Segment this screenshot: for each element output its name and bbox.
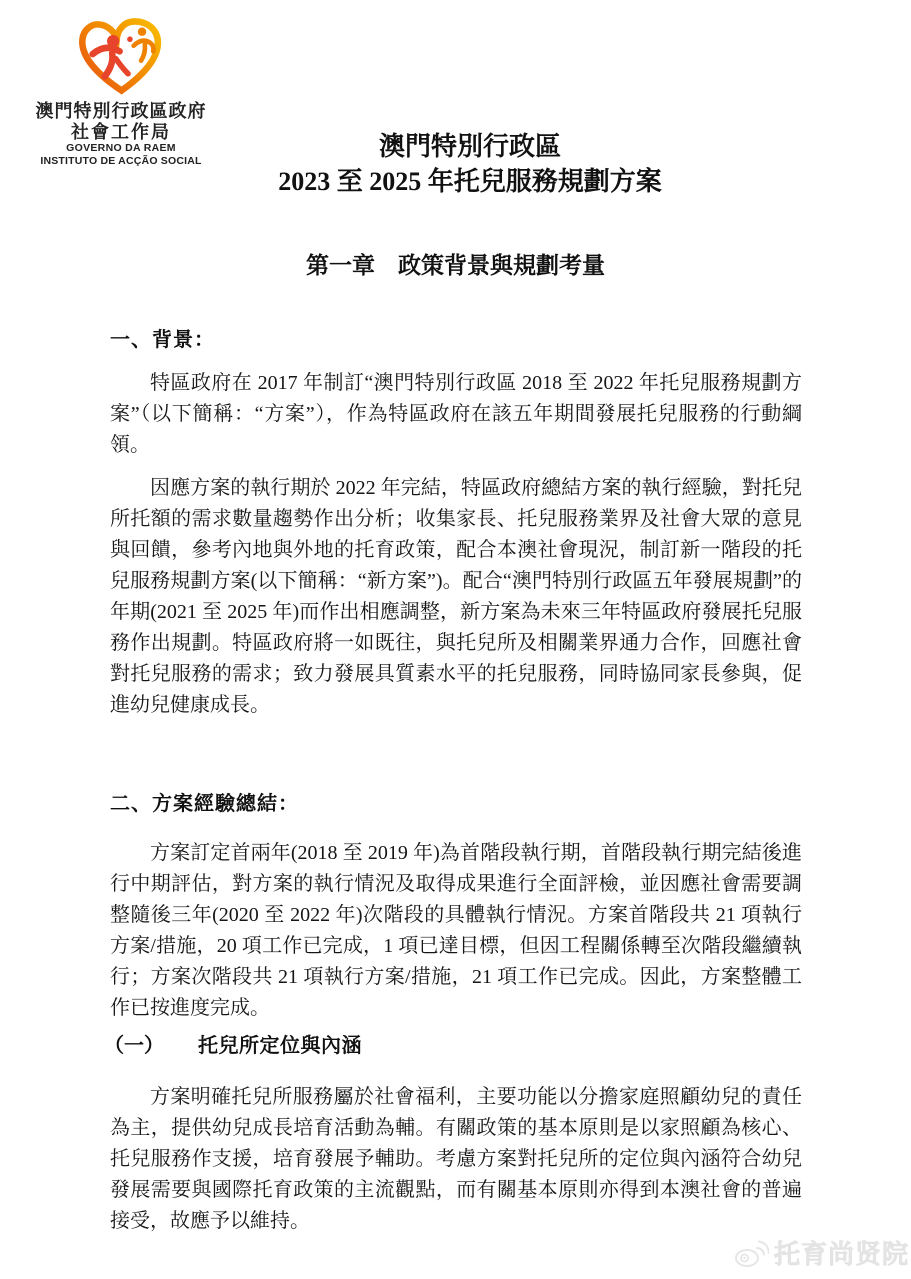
watermark bbox=[733, 1234, 909, 1271]
paragraph-background-2: 因應方案的執行期於 2022 年完結，特區政府總結方案的執行經驗，對托兒所托額的需求數量趨勢作出分析；收集家長、托兒服務業界及社會大眾的意見與回饋，參考內地與外地的托育政策，配合本澳社會現況，制訂新一階段的托兒服務規劃方案(以下簡稱：“新方案”)。配合“澳門特別行政區五年發展規劃”的年期(2021 至 2025 年)而作出相應調整，新方案為未來三年特區政府發展托兒服務作出規劃。特區政府將一如既往，與托兒所及相關業界通力合作，回應社會對托兒服務的需求；致力發展具質素水平的托兒服務，同時協同家長參與，促進幼兒健康成長。 bbox=[110, 477, 802, 716]
weibo-icon bbox=[733, 1238, 769, 1268]
section-summary-heading: 二、方案經驗總結： bbox=[110, 793, 299, 815]
subsection-heading bbox=[104, 1033, 804, 1059]
logo-org-name-cn-1: 澳門特別行政區政府 bbox=[35, 101, 207, 121]
subsection-number: （一） bbox=[104, 1035, 164, 1057]
paragraph-summary-1: 方案訂定首兩年(2018 至 2019 年)為首階段執行期，首階段執行期完結後進行中期評估，對方案的執行情況及取得成果進行全面評檢，並因應社會需要調整隨後三年(2020 至 2022 年)次階段的具體執行情況。方案首階段共 21 項執行方案/措施，20 項工作已完成，1 項已達目標，但因工程關係轉至次階段繼續執行；方案次階段共 21 項執行方案/措施，21 項工作已完成。因此，方案整體工作已按進度完成。 bbox=[110, 842, 802, 1019]
paragraph-subsection-1: 方案明確托兒所服務屬於社會福利，主要功能以分擔家庭照顧幼兒的責任為主，提供幼兒成長培育活動為輔。有關政策的基本原則是以家照顧為核心、托兒服務作支援，培育發展予輔助。考慮方案對托兒所的定位與內涵符合幼兒發展需要與國際托育政策的主流觀點，而有關基本原則亦得到本澳社會的普遍接受，故應予以維持。 bbox=[110, 1086, 802, 1232]
logo-org-name-pt-1: GOVERNO DA RAEM bbox=[66, 142, 176, 154]
section-background-heading: 一、背景： bbox=[110, 329, 215, 351]
title-line-1: 澳門特別行政區 bbox=[378, 132, 561, 161]
watermark-text: 托育尚贤院 bbox=[774, 1239, 910, 1269]
paragraph-background-1: 特區政府在 2017 年制訂“澳門特別行政區 2018 至 2022 年托兒服務規劃方案”（以下簡稱：“方案”），作為特區政府在該五年期間發展托兒服務的行動綱領。 bbox=[110, 372, 802, 456]
logo-org-name-cn-2: 社會工作局 bbox=[71, 122, 171, 142]
heart-logo-icon bbox=[68, 14, 175, 98]
title-line-2: 2023 至 2025 年托兒服務規劃方案 bbox=[278, 167, 662, 196]
logo-org-name-pt-2: INSTITUTO DE ACÇÃO SOCIAL bbox=[40, 155, 202, 167]
document-title bbox=[30, 129, 910, 199]
chapter-heading: 第一章 政策背景與規劃考量 bbox=[306, 253, 605, 278]
subsection-title: 托兒所定位與內涵 bbox=[198, 1035, 362, 1057]
